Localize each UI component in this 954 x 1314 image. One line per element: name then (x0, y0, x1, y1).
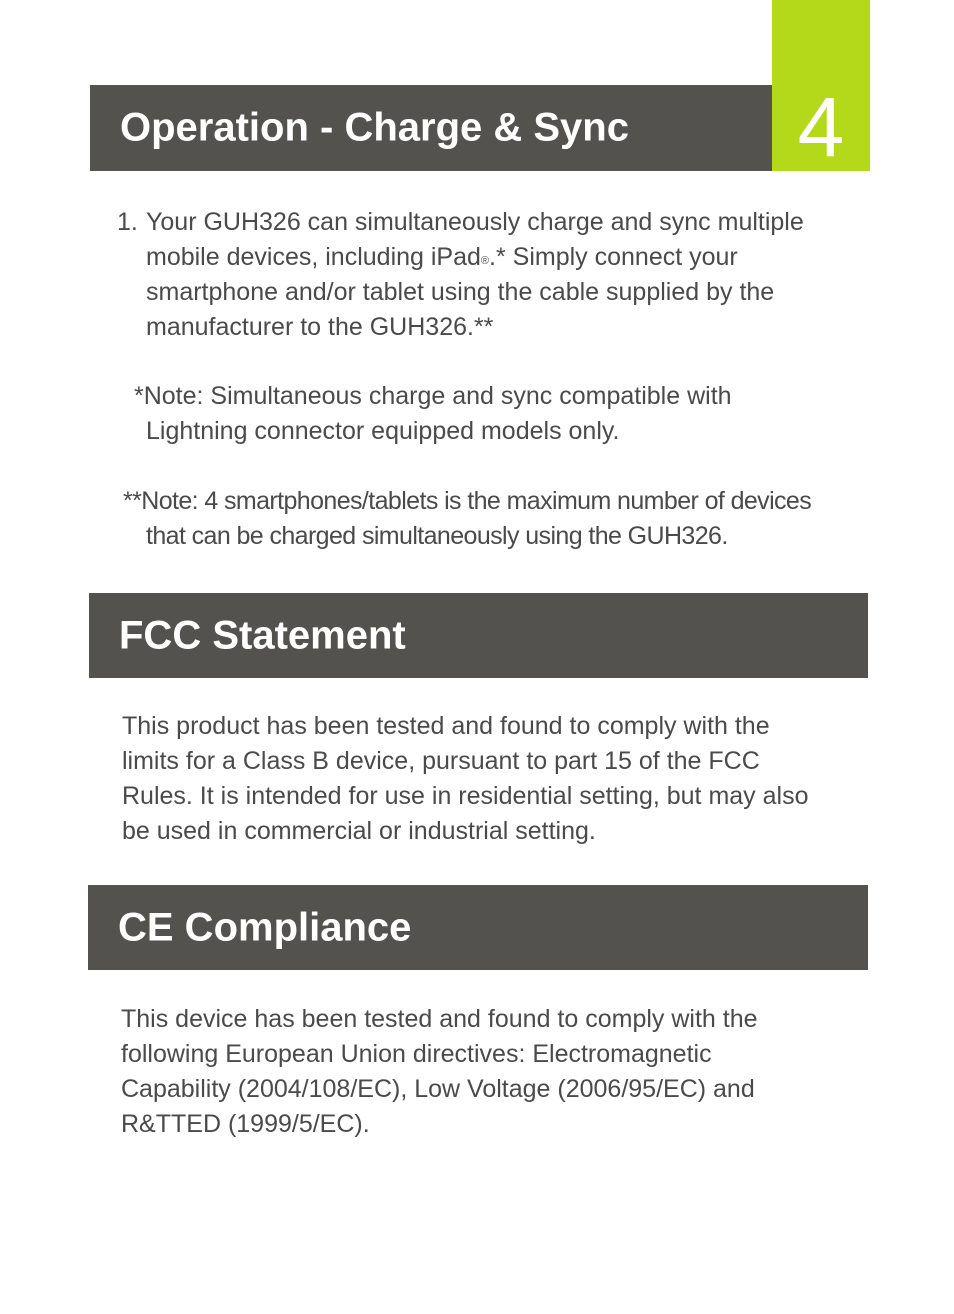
registered-mark: ® (480, 255, 490, 267)
page-number-tab (772, 0, 870, 174)
ce-heading-bar (88, 885, 868, 970)
note2-line-2: that can be charged simultaneously using the GUH326. (146, 522, 728, 550)
item1-line-1: Your GUH326 can simultaneously charge and sync multiple (146, 208, 804, 236)
page-number: 4 (797, 80, 845, 174)
ce-line-4: R&TTED (1999/5/EC). (121, 1110, 370, 1138)
operation-heading-bar (90, 85, 772, 171)
fcc-line-2: limits for a Class B device, pursuant to part 15 of the FCC (122, 747, 760, 775)
item1-line-2b: .* Simply connect your (489, 243, 738, 271)
note1-line-2: Lightning connector equipped models only. (146, 417, 620, 445)
ce-heading: CE Compliance (118, 905, 412, 949)
fcc-line-4: be used in commercial or industrial setting. (122, 817, 596, 845)
note1-line-1: *Note: Simultaneous charge and sync compatible with (134, 382, 732, 410)
fcc-line-3: Rules. It is intended for use in residential setting, but may also (122, 782, 809, 810)
ce-line-1: This device has been tested and found to comply with the (121, 1005, 758, 1033)
fcc-line-1: This product has been tested and found to comply with the (122, 712, 770, 740)
fcc-heading-bar (89, 593, 868, 678)
item1-line-2a: mobile devices, including iPad (146, 243, 481, 271)
item1-marker: 1. (117, 208, 138, 236)
item1-line-3: smartphone and/or tablet using the cable supplied by the (146, 278, 775, 306)
ce-line-3: Capability (2004/108/EC), Low Voltage (2006/95/EC) and (121, 1075, 755, 1103)
fcc-heading: FCC Statement (119, 613, 406, 657)
item1-line-4: manufacturer to the GUH326.** (146, 313, 494, 341)
ce-line-2: following European Union directives: Electromagnetic (121, 1040, 712, 1068)
item1-line-2 (146, 240, 738, 275)
operation-heading: Operation - Charge & Sync (120, 105, 629, 150)
note2-line-1: **Note: 4 smartphones/tablets is the maximum number of devices (123, 487, 812, 515)
